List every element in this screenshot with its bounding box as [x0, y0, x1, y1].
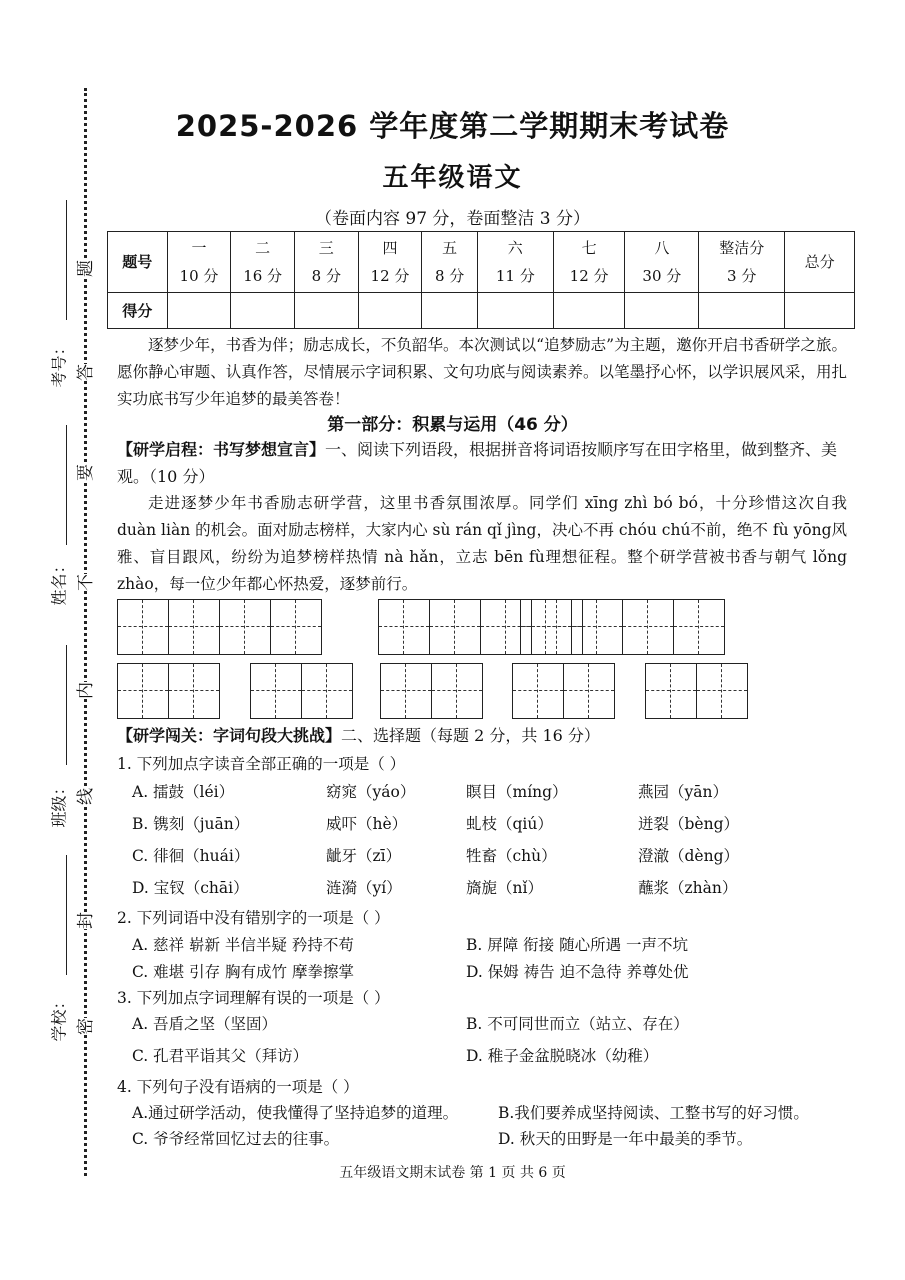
option[interactable]: B.我们要养成坚持阅读、工整书写的好习惯。	[498, 1104, 809, 1122]
score-table-col: 一 10 分	[167, 232, 231, 293]
tianzi-grid[interactable]	[117, 599, 322, 655]
option[interactable]: A. 慈祥 崭新 半信半疑 矜持不苟	[132, 936, 354, 954]
score-table-col: 六 11 分	[477, 232, 553, 293]
score-table-col: 整洁分 3 分	[699, 232, 785, 293]
score-cell[interactable]	[785, 293, 855, 329]
part1-title: 第一部分：积累与运用（46 分）	[327, 415, 578, 435]
score-table-col: 三 8 分	[294, 232, 358, 293]
question2-tag: 【研学闯关：字词句段大挑战】	[117, 726, 342, 745]
question2-text: 二、选择题（每题 2 分，共 16 分）	[341, 726, 600, 745]
option: 澄澈（dèng）	[638, 847, 740, 865]
question2-heading	[117, 722, 847, 749]
option[interactable]: C. 孔君平诣其父（拜访）	[132, 1047, 309, 1065]
seal-char: 封	[76, 912, 96, 929]
option: 牲畜（chù）	[466, 847, 557, 865]
option[interactable]: D. 稚子金盆脱晓冰（幼稚）	[466, 1047, 659, 1065]
exam-title: 2025-2026 学年度第二学期期末考试卷	[175, 109, 730, 143]
score-cell[interactable]	[699, 293, 785, 329]
score-table-col: 四 12 分	[358, 232, 422, 293]
tianzi-grid[interactable]	[512, 663, 615, 719]
option: 旖旎（nǐ）	[466, 879, 543, 897]
score-table	[107, 231, 855, 329]
seal-char: 密	[76, 1018, 96, 1035]
mc-question-4: 4. 下列句子没有语病的一项是（ ）	[117, 1078, 359, 1096]
score-cell[interactable]	[231, 293, 295, 329]
class-label: 班级：	[49, 779, 69, 828]
option[interactable]: C. 徘徊（huái）	[132, 847, 250, 865]
tianzi-grid[interactable]	[380, 663, 483, 719]
option[interactable]: A. 擂鼓（léi）	[132, 783, 235, 801]
score-table-header-label: 题号	[108, 232, 168, 293]
score-table-col: 七 12 分	[553, 232, 625, 293]
option: 龇牙（zī）	[326, 847, 402, 865]
score-table-col: 二 16 分	[231, 232, 295, 293]
option[interactable]: C. 爷爷经常回忆过去的往事。	[132, 1130, 340, 1148]
option[interactable]: C. 难堪 引存 胸有成竹 摩拳擦掌	[132, 963, 354, 981]
tianzi-grid[interactable]	[645, 663, 748, 719]
seal-char: 答	[76, 364, 96, 381]
page-footer: 五年级语文期末试卷 第 1 页 共 6 页	[339, 1165, 566, 1181]
score-cell[interactable]	[625, 293, 699, 329]
score-cell[interactable]	[294, 293, 358, 329]
seal-char: 要	[76, 464, 96, 481]
option[interactable]: B. 镌刻（juān）	[132, 815, 250, 833]
score-note: （卷面内容 97 分，卷面整洁 3 分）	[314, 209, 591, 229]
option[interactable]: A.通过研学活动，使我懂得了坚持追梦的道理。	[132, 1104, 459, 1122]
score-table-score-label: 得分	[108, 293, 168, 329]
score-cell[interactable]	[422, 293, 478, 329]
school-line[interactable]	[66, 855, 67, 975]
seal-char: 内	[76, 682, 96, 699]
option: 燕园（yān）	[638, 783, 728, 801]
option: 蘸浆（zhàn）	[638, 879, 738, 897]
score-cell[interactable]	[167, 293, 231, 329]
score-table-col: 总分	[785, 232, 855, 293]
option: 迸裂（bèng）	[638, 815, 740, 833]
score-table-col: 八 30 分	[625, 232, 699, 293]
student-name-line[interactable]	[66, 425, 67, 545]
question1-tag: 【研学启程：书写梦想宣言】	[117, 440, 326, 459]
exam-number-label: 考号：	[49, 339, 69, 388]
option[interactable]: B. 不可同世而立（站立、存在）	[466, 1015, 689, 1033]
score-cell[interactable]	[553, 293, 625, 329]
student-name-label: 姓名：	[49, 557, 69, 606]
option[interactable]: B. 屏障 衔接 随心所遇 一声不坑	[466, 936, 689, 954]
option[interactable]: D. 宝钗（chāi）	[132, 879, 249, 897]
option: 涟漪（yí）	[326, 879, 402, 897]
score-cell[interactable]	[477, 293, 553, 329]
mc-question-3: 3. 下列加点字词理解有误的一项是（ ）	[117, 989, 390, 1007]
tianzi-grid[interactable]	[520, 599, 725, 655]
question1-heading	[117, 436, 847, 490]
option: 瞑目（míng）	[466, 783, 568, 801]
tianzi-grid[interactable]	[250, 663, 353, 719]
score-cell[interactable]	[358, 293, 422, 329]
seal-char: 线	[76, 788, 96, 805]
option: 窈窕（yáo）	[326, 783, 416, 801]
option: 威吓（hè）	[326, 815, 408, 833]
score-table-col: 五 8 分	[422, 232, 478, 293]
binding-dotted-line	[84, 88, 87, 1176]
option[interactable]: D. 秋天的田野是一年中最美的季节。	[498, 1130, 753, 1148]
school-label: 学校：	[49, 993, 69, 1042]
intro-paragraph: 逐梦少年，书香为伴；励志成长，不负韶华。本次测试以“追梦励志”为主题，邀你开启书香研学之旅。愿你静心审题、认真作答，尽情展示字词积累、文句功底与阅读素养。以笔墨抒心怀，以学识展风采，用扎实功底书写少年追梦的最美答卷！	[117, 336, 847, 408]
pinyin-passage: 走进逐梦少年书香励志研学营，这里书香氛围浓厚。同学们 xīng zhì bó bó，十分珍惜这次自我 duàn liàn 的机会。面对励志榜样，大家内心 sù rán qǐ jìng，决心不再 chóu chú不前，绝不 fù yōng风雅、盲目跟风，纷纷为追梦榜样热情 nà hǎn，立志 bēn fù理想征程。整个研学营被书香与朝气 lǒng zhào，每一位少年都心怀热爱，逐梦前行。	[117, 494, 847, 593]
mc-question-1: 1. 下列加点字读音全部正确的一项是（ ）	[117, 755, 406, 773]
mc-question-2: 2. 下列词语中没有错别字的一项是（ ）	[117, 909, 390, 927]
class-line[interactable]	[66, 645, 67, 765]
tianzi-grid[interactable]	[117, 663, 220, 719]
option: 虬枝（qiú）	[466, 815, 553, 833]
option[interactable]: D. 保姆 祷告 迫不急待 养尊处优	[466, 963, 689, 981]
option[interactable]: A. 吾盾之坚（坚固）	[132, 1015, 278, 1033]
exam-subject: 五年级语文	[382, 163, 523, 193]
seal-char: 题	[76, 260, 96, 277]
question1-text: 一、阅读下列语段，根据拼音将词语按顺序写在田字格里，做到整齐、美观。（10 分）	[117, 440, 838, 486]
seal-char: 不	[76, 574, 96, 591]
